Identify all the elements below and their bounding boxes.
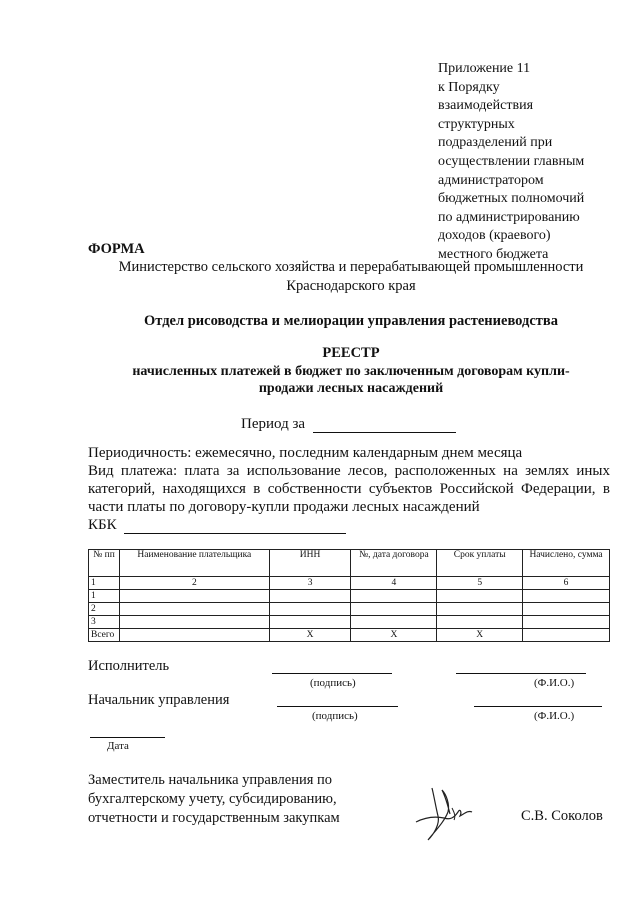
table-cell[interactable] <box>523 603 610 616</box>
subtitle-line: начисленных платежей в бюджет по заключенным договорам купли- <box>132 364 570 379</box>
table-cell[interactable] <box>351 616 437 629</box>
table-cell: 4 <box>351 577 437 590</box>
executor-label: Исполнитель <box>88 658 170 674</box>
appendix-line: по администрированию <box>438 209 580 225</box>
table-cell: X <box>437 629 523 642</box>
appendix-line: бюджетных полномочий <box>438 191 585 207</box>
table-row <box>89 616 610 629</box>
registry-table <box>88 549 610 642</box>
table-cell: 1 <box>89 590 120 603</box>
table-cell: 5 <box>437 577 523 590</box>
table-header-cell: Наименование плательщика <box>119 550 269 577</box>
table-cell <box>119 629 269 642</box>
appendix-line: к Порядку <box>438 79 500 95</box>
ministry-name <box>60 258 640 296</box>
table-cell[interactable] <box>119 616 269 629</box>
table-cell <box>523 629 610 642</box>
date-line[interactable] <box>90 737 165 738</box>
ministry-line: Министерство сельского хозяйства и перерабатывающей промышленности <box>118 259 584 275</box>
head-signature-line[interactable] <box>277 706 398 707</box>
table-header-cell: Начислено, сумма <box>523 550 610 577</box>
form-label: ФОРМА <box>88 241 145 257</box>
position-line: Заместитель начальника управления по <box>88 772 333 788</box>
table-cell: 2 <box>119 577 269 590</box>
table-cell[interactable] <box>269 590 351 603</box>
table-cell[interactable] <box>437 603 523 616</box>
payment-type-text: Вид платежа: плата за использование лесов, расположенных на землях иных категорий, находящихся в собственности субъектов Российской Федерации, в части платы по договору-купли продажи лесных насаждений <box>88 463 610 515</box>
table-cell[interactable] <box>523 616 610 629</box>
table-header-cell: Срок уплаты <box>437 550 523 577</box>
head-label: Начальник управления <box>88 692 230 708</box>
table-cell: 1 <box>89 577 120 590</box>
table-cell[interactable] <box>269 616 351 629</box>
table-cell: Всего <box>89 629 120 642</box>
appendix-line: подразделений при <box>438 135 553 151</box>
signatory-position <box>88 771 340 828</box>
table-cell: 6 <box>523 577 610 590</box>
appendix-line: осуществлении главным <box>438 153 585 169</box>
table-cell[interactable] <box>351 603 437 616</box>
appendix-block <box>438 60 628 265</box>
document-title: РЕЕСТР <box>322 345 380 361</box>
subtitle-line: продажи лесных насаждений <box>258 381 444 396</box>
department-name: Отдел рисоводства и мелиорации управления растениеводства <box>144 313 558 329</box>
appendix-line: местного бюджета <box>438 246 549 262</box>
ministry-line: Краснодарского края <box>286 278 416 294</box>
appendix-line: администратором <box>438 172 544 188</box>
kbk-field <box>88 516 610 534</box>
table-number-row <box>89 577 610 590</box>
table-cell[interactable] <box>523 590 610 603</box>
table-cell: X <box>351 629 437 642</box>
table-cell[interactable] <box>437 590 523 603</box>
table-cell: X <box>269 629 351 642</box>
period-label: Период за <box>241 416 306 432</box>
appendix-line: структурных <box>438 116 515 132</box>
table-cell[interactable] <box>119 590 269 603</box>
head-fio-line[interactable] <box>474 706 602 707</box>
table-total-row <box>89 629 610 642</box>
kbk-label: КБК <box>88 517 117 533</box>
date-caption: Дата <box>107 740 129 752</box>
executor-fio-line[interactable] <box>456 673 586 674</box>
table-cell: 3 <box>89 616 120 629</box>
table-cell[interactable] <box>119 603 269 616</box>
position-line: отчетности и государственным закупкам <box>88 810 340 826</box>
period-blank[interactable] <box>313 418 456 433</box>
table-cell[interactable] <box>351 590 437 603</box>
table-header-cell: №, дата договора <box>351 550 437 577</box>
fio-caption: (Ф.И.О.) <box>534 677 575 689</box>
kbk-blank[interactable] <box>124 519 346 534</box>
table-cell: 2 <box>89 603 120 616</box>
fio-caption: (Ф.И.О.) <box>534 710 575 722</box>
signatory-name: С.В. Соколов <box>521 808 603 824</box>
table-header-cell: ИНН <box>269 550 351 577</box>
appendix-line: доходов (краевого) <box>438 228 551 244</box>
table-cell[interactable] <box>437 616 523 629</box>
document-subtitle <box>60 363 640 397</box>
table-header-row <box>89 550 610 577</box>
table-row <box>89 590 610 603</box>
signature-caption: (подпись) <box>312 710 358 722</box>
signature-caption: (подпись) <box>310 677 356 689</box>
executor-signature-line[interactable] <box>272 673 392 674</box>
appendix-line: Приложение 11 <box>438 61 531 76</box>
table-cell: 3 <box>269 577 351 590</box>
table-header-cell: № пп <box>89 550 120 577</box>
appendix-line: взаимодействия <box>438 98 534 114</box>
period-field <box>241 416 456 433</box>
handwritten-signature-icon <box>410 778 480 848</box>
position-line: бухгалтерскому учету, субсидированию, <box>88 791 337 807</box>
table-row <box>89 603 610 616</box>
periodicity-text: Периодичность: ежемесячно, последним календарным днем месяца <box>88 445 523 461</box>
table-cell[interactable] <box>269 603 351 616</box>
